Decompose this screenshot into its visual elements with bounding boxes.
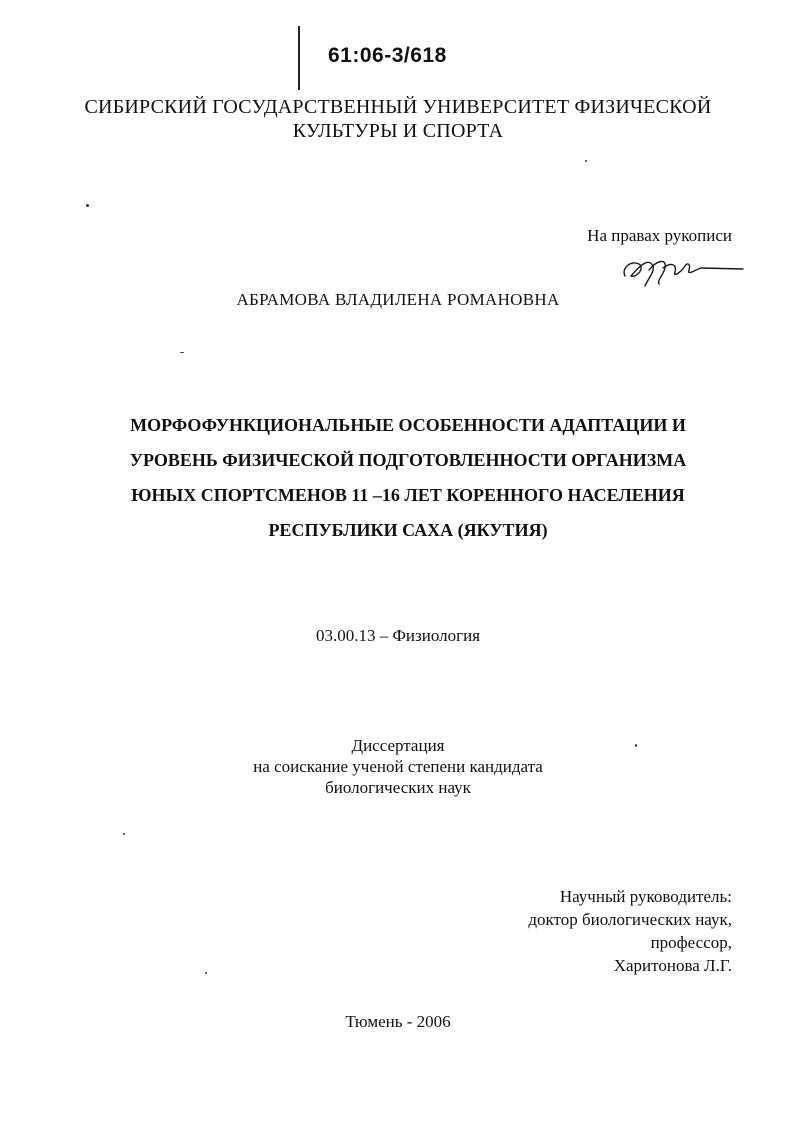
catalog-code: 61:06-3/618 bbox=[328, 44, 447, 67]
city-year: Тюмень - 2006 bbox=[345, 1012, 451, 1031]
degree-line-1: Диссертация bbox=[351, 736, 445, 755]
scan-speck bbox=[205, 972, 207, 974]
supervisor-line-4: Харитонова Л.Г. bbox=[613, 956, 732, 975]
supervisor-block bbox=[528, 885, 732, 977]
rights-note: На правах рукописи bbox=[587, 226, 732, 245]
university-line-2: КУЛЬТУРЫ И СПОРТА bbox=[292, 120, 504, 142]
scan-speck bbox=[635, 744, 637, 747]
scan-speck bbox=[86, 204, 89, 207]
scan-speck bbox=[123, 833, 125, 835]
title-line-2: УРОВЕНЬ ФИЗИЧЕСКОЙ ПОДГОТОВЛЕННОСТИ ОРГАНИЗМА bbox=[129, 450, 687, 470]
supervisor-line-2: доктор биологических наук, bbox=[528, 910, 732, 929]
title-line-4: РЕСПУБЛИКИ САХА (ЯКУТИЯ) bbox=[268, 520, 548, 540]
university-line-1: СИБИРСКИЙ ГОСУДАРСТВЕННЫЙ УНИВЕРСИТЕТ ФИЗИЧЕСКОЙ bbox=[84, 96, 712, 118]
title-line-3: ЮНЫХ СПОРТСМЕНОВ 11 –16 ЛЕТ КОРЕННОГО НАСЕЛЕНИЯ bbox=[131, 485, 685, 505]
scan-speck bbox=[585, 160, 587, 162]
signature-icon bbox=[615, 246, 745, 288]
degree-line-2: на соискание ученой степени кандидата bbox=[253, 757, 543, 776]
title-line-1: МОРФОФУНКЦИОНАЛЬНЫЕ ОСОБЕННОСТИ АДАПТАЦИИ И bbox=[130, 415, 686, 435]
author-name: АБРАМОВА ВЛАДИЛЕНА РОМАНОВНА bbox=[236, 290, 560, 309]
stamp-vertical-line bbox=[298, 26, 300, 90]
supervisor-line-3: профессор, bbox=[650, 933, 732, 952]
university-name bbox=[0, 95, 796, 143]
degree-line-3: биологических наук bbox=[325, 778, 471, 797]
dissertation-title bbox=[100, 408, 716, 548]
supervisor-line-1: Научный руководитель: bbox=[559, 887, 732, 906]
dissertation-degree bbox=[0, 735, 796, 798]
specialty-code: 03.00.13 – Физиология bbox=[316, 626, 480, 645]
scan-speck bbox=[180, 352, 184, 353]
